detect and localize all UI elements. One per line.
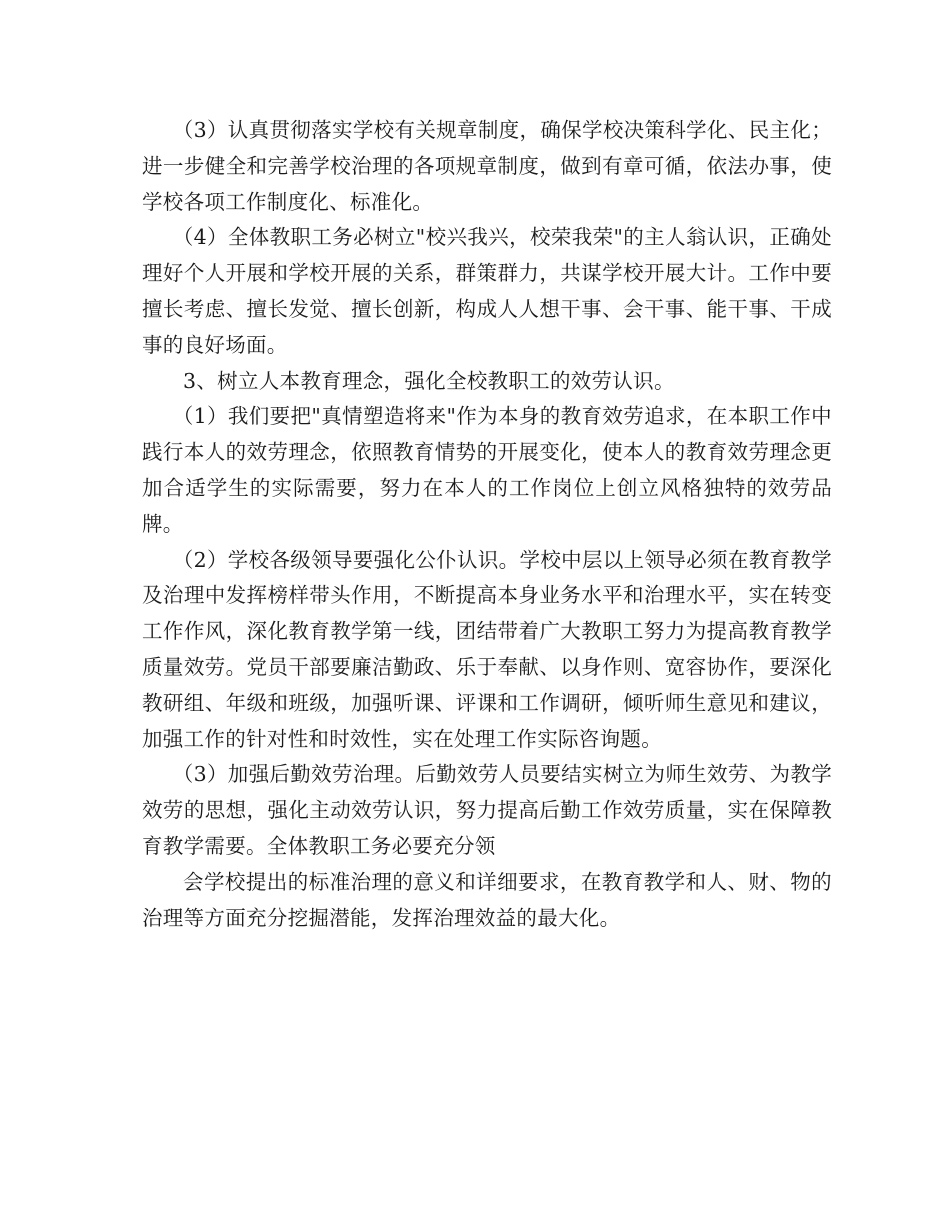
document-page xyxy=(142,113,832,936)
paragraph-2: （4）全体教职工务必树立"校兴我兴，校荣我荣"的主人翁认识，正确处理好个人开展和学校开展的关系，群策群力，共谋学校开展大计。工作中要擅长考虑、擅长发觉、擅长创新，构成人人想干事、会干事、能干事、干成事的良好场面。 xyxy=(142,225,832,357)
paragraph-5: （2）学校各级领导要强化公仆认识。学校中层以上领导必须在教育教学及治理中发挥榜样带头作用，不断提高本身业务水平和治理水平，实在转变工作作风，深化教育教学第一线，团结带着广大教职工努力为提高教育教学质量效劳。党员干部要廉洁勤政、乐于奉献、以身作则、宽容协作，要深化教研组、年级和班级，加强听课、评课和工作调研，倾听师生意见和建议，加强工作的针对性和时效性，实在处理工作实际咨询题。 xyxy=(142,547,832,751)
paragraph-4: （1）我们要把"真情塑造将来"作为本身的教育效劳追求，在本职工作中践行本人的效劳理念，依照教育情势的开展变化，使本人的教育效劳理念更加合适学生的实际需要，努力在本人的工作岗位上创立风格独特的效劳品牌。 xyxy=(142,404,832,536)
paragraph-3: 3、树立人本教育理念，强化全校教职工的效劳认识。 xyxy=(183,368,675,393)
paragraph-7: 会学校提出的标准治理的意义和详细要求，在教育教学和人、财、物的治理等方面充分挖掘潜能，发挥治理效益的最大化。 xyxy=(142,869,832,930)
paragraph-1: （3）认真贯彻落实学校有关规章制度，确保学校决策科学化、民主化；进一步健全和完善学校治理的各项规章制度，做到有章可循，依法办事，使学校各项工作制度化、标准化。 xyxy=(142,118,832,214)
paragraph-6: （3）加强后勤效劳治理。后勤效劳人员要结实树立为师生效劳、为教学效劳的思想，强化主动效劳认识，努力提高后勤工作效劳质量，实在保障教育教学需要。全体教职工务必要充分领 xyxy=(142,762,832,858)
